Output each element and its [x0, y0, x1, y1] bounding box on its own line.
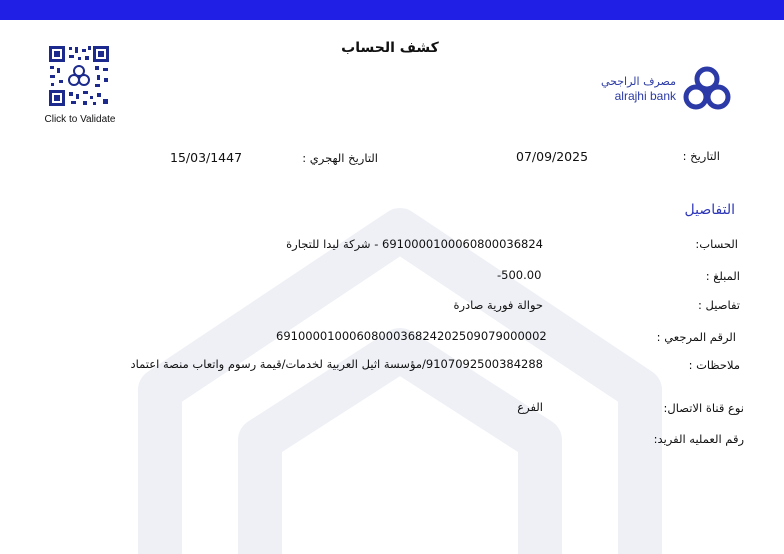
date-value: 07/09/2025 [516, 149, 589, 164]
hijri-date-label: التاريخ الهجري : [302, 151, 378, 165]
alrajhi-logo-icon [683, 65, 731, 111]
qr-caption[interactable]: Click to Validate [44, 114, 116, 125]
unique-id-label: رقم العمليه الفريد: [653, 432, 744, 446]
notes-label: ملاحظات : [688, 358, 740, 372]
date-label: التاريخ : [682, 149, 720, 163]
qr-code-icon[interactable] [47, 44, 111, 108]
account-value: 6910000100060800036824 - شركة ليدا للتجارة [286, 237, 543, 251]
notes-value: 9107092500384288/مؤسسة اثيل العربية لخدمات/قيمة رسوم واتعاب منصة اعتماد [130, 357, 543, 371]
details-section-title: التفاصيل [684, 202, 735, 218]
page-title: كشف الحساب [341, 40, 439, 56]
account-label: الحساب: [695, 237, 738, 251]
bank-name-english: alrajhi bank [614, 89, 676, 103]
top-accent-bar [0, 0, 784, 20]
amount-value: -500.00 [497, 268, 542, 282]
channel-label: نوع قناة الاتصال: [663, 401, 744, 415]
channel-value: الفرع [517, 400, 543, 414]
reference-value: 6910000100060800036824202509079000002 [276, 329, 547, 343]
bank-name-arabic: مصرف الراجحي [600, 75, 676, 88]
details-value: حوالة فورية صادرة [453, 298, 543, 312]
reference-label: الرقم المرجعي : [656, 330, 736, 344]
amount-label: المبلغ : [705, 269, 740, 283]
details-label: تفاصيل : [698, 298, 740, 312]
hijri-date-value: 15/03/1447 [170, 150, 243, 165]
